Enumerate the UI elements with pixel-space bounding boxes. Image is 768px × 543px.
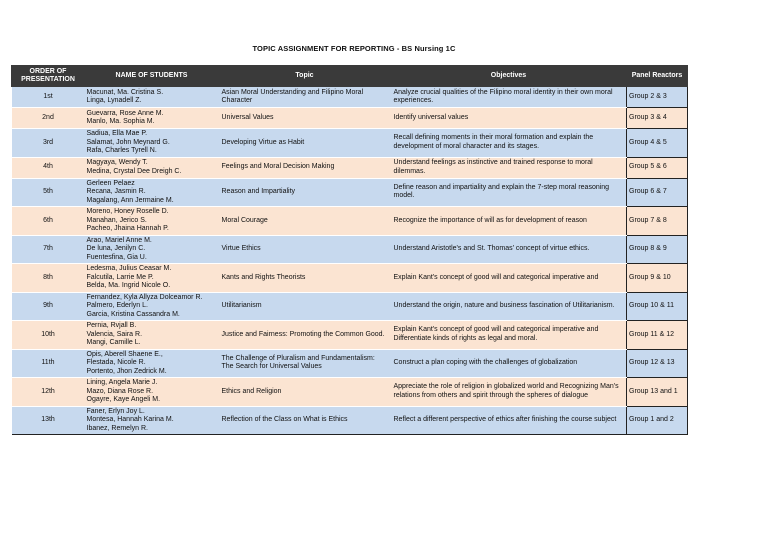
objective-cell: Define reason and impartiality and explain the 7-step moral reasoning model. [391,178,627,207]
student-name: Montesa, Hannah Karina M. [86,416,174,423]
table-row [12,292,688,321]
student-name: Guevarra, Rose Anne M. [86,109,164,117]
order-cell: 5th [12,178,85,207]
student-name: Palmero, Ederlyn L. [86,302,148,309]
panel-cell: Group 11 & 12 [627,321,688,350]
panel-cell: Group 9 & 10 [627,264,688,293]
topic-cell: Reflection of the Class on What is Ethics [219,406,391,435]
names-cell [85,178,219,207]
topic-cell: Asian Moral Understanding and Filipino Moral Character [219,87,391,108]
names-cell [85,129,219,158]
student-name: Pacheo, Jhaina Hannah P. [86,225,169,232]
student-name: Salamat, John Meynard G. [86,138,170,146]
student-name: Rafa, Charles Tyrell N. [86,147,157,154]
order-cell: 8th [12,264,85,293]
objective-cell: Appreciate the role of religion in globalized world and Recognizing Man's relations from others and spirit through the spheres of dialogue [391,378,627,407]
names-cell [85,292,219,321]
student-name: De luna, Jenilyn C. [86,245,146,252]
topic-cell: Developing Virtue as Habit [219,129,391,158]
order-cell: 3rd [12,129,85,158]
student-name: Mangi, Camille L. [86,339,141,346]
table-row [12,207,688,236]
panel-cell: Group 4 & 5 [627,129,688,158]
topic-cell: Utilitarianism [219,292,391,321]
student-name: Faner, Erlyn Joy L. [86,407,145,415]
panel-cell: Group 1 and 2 [627,406,688,435]
names-cell [85,87,219,108]
student-name: Manahan, Jerico S. [86,216,147,224]
table-body [12,87,688,435]
objective-cell: Understand Aristotle's and St. Thomas' concept of virtue ethics. [391,235,627,264]
student-name: Garcia, Kristina Cassandra M. [86,310,180,318]
names-cell [85,207,219,236]
student-name: Ibanez, Remelyn R. [86,424,148,432]
student-name: Fernandez, Kyla Allyza Dolceamor R. [86,293,203,301]
names-cell [85,378,219,407]
objective-cell: Explain Kant's concept of good will and categorical imperative and [391,264,627,293]
objective-cell: Understand feelings as instinctive and trained response to moral dilemmas. [391,157,627,178]
table-header-row [12,66,688,87]
student-name: Magyaya, Wendy T. [86,159,148,166]
student-name: Medina, Crystal Dee Dreigh C. [86,167,182,175]
topic-cell: Kants and Rights Theorists [219,264,391,293]
topic-cell: Justice and Fairness: Promoting the Common Good. [219,321,391,350]
table-row [12,157,688,178]
panel-cell: Group 6 & 7 [627,178,688,207]
student-name: Lining, Angela Marie J. [86,379,158,386]
student-name: Moreno, Honey Roselle D. [86,208,169,215]
names-cell [85,235,219,264]
topic-cell: Feelings and Moral Decision Making [219,157,391,178]
header-objectives: Objectives [391,66,627,87]
panel-cell: Group 13 and 1 [627,378,688,407]
order-cell: 10th [12,321,85,350]
names-cell [85,108,219,129]
objective-cell: Identify universal values [391,108,627,129]
names-cell [85,321,219,350]
table-row [12,108,688,129]
order-cell: 4th [12,157,85,178]
table-row [12,349,688,378]
header-names: NAME OF STUDENTS [85,66,219,87]
objective-cell: Reflect a different perspective of ethics after finishing the course subject [391,406,627,435]
student-name: Mazo, Diana Rose R. [86,387,154,395]
student-name: Fuentesfina, Gia U. [86,253,147,261]
student-name: Manlo, Ma. Sophia M. [86,118,155,125]
objective-cell: Explain Kant's concept of good will and categorical imperative and Differentiate kinds of rights as legal and moral. [391,321,627,350]
objective-cell: Analyze crucial qualities of the Filipino moral identity in their own moral experiences. [391,87,627,108]
header-topic: Topic [219,66,391,87]
page-title: TOPIC ASSIGNMENT FOR REPORTING - BS Nursing 1C [252,44,456,53]
student-name: Arao, Mariel Anne M. [86,236,152,244]
order-cell: 7th [12,235,85,264]
table-row [12,406,688,435]
table-row [12,378,688,407]
objective-cell: Construct a plan coping with the challenges of globalization [391,349,627,378]
panel-cell: Group 2 & 3 [627,87,688,108]
topic-cell: Ethics and Religion [219,378,391,407]
order-cell: 1st [12,87,85,108]
topic-cell: Virtue Ethics [219,235,391,264]
student-name: Flestada, Nicole R. [86,359,146,366]
panel-cell: Group 8 & 9 [627,235,688,264]
student-name: Belda, Ma. Ingrid Nicole O. [86,282,171,289]
header-panel: Panel Reactors [627,66,688,87]
order-cell: 11th [12,349,85,378]
panel-cell: Group 7 & 8 [627,207,688,236]
student-name: Portento, Jhon Zedrick M. [86,367,167,375]
order-cell: 2nd [12,108,85,129]
panel-cell: Group 10 & 11 [627,292,688,321]
student-name: Linga, Lynadell Z. [86,97,142,104]
student-name: Ledesma, Julius Ceasar M. [86,265,172,272]
table-row [12,87,688,108]
panel-cell: Group 5 & 6 [627,157,688,178]
student-name: Gerleen Pelaez [86,179,135,187]
table-row [12,129,688,158]
order-cell: 6th [12,207,85,236]
student-name: Falcutila, Larrie Me P. [86,273,154,281]
student-name: Magalang, Ann Jermaine M. [86,196,174,204]
topic-cell: The Challenge of Pluralism and Fundamentalism: The Search for Universal Values [219,349,391,378]
student-name: Valencia, Saira R. [86,330,143,338]
objective-cell: Recall defining moments in their moral formation and explain the development of moral character and its stages. [391,129,627,158]
objective-cell: Recognize the importance of will as for development of reason [391,207,627,236]
table-row [12,321,688,350]
objective-cell: Understand the origin, nature and business fascination of Utilitarianism. [391,292,627,321]
student-name: Opis, Aberell Shaene E., [86,350,163,358]
names-cell [85,406,219,435]
assignment-table [11,65,688,435]
student-name: Sadiua, Ella Mae P. [86,130,148,137]
names-cell [85,264,219,293]
order-cell: 13th [12,406,85,435]
panel-cell: Group 3 & 4 [627,108,688,129]
topic-cell: Moral Courage [219,207,391,236]
student-name: Macunat, Ma. Cristina S. [86,88,164,96]
table-row [12,178,688,207]
table-row [12,264,688,293]
student-name: Pernia, Rvjall B. [86,322,137,329]
order-cell: 12th [12,378,85,407]
names-cell [85,157,219,178]
table-row [12,235,688,264]
panel-cell: Group 12 & 13 [627,349,688,378]
names-cell [85,349,219,378]
student-name: Ogayre, Kaye Angeli M. [86,396,161,403]
student-name: Recana, Jasmin R. [86,188,146,195]
header-order: ORDER OF PRESENTATION [12,66,85,87]
order-cell: 9th [12,292,85,321]
topic-cell: Universal Values [219,108,391,129]
topic-cell: Reason and Impartiality [219,178,391,207]
